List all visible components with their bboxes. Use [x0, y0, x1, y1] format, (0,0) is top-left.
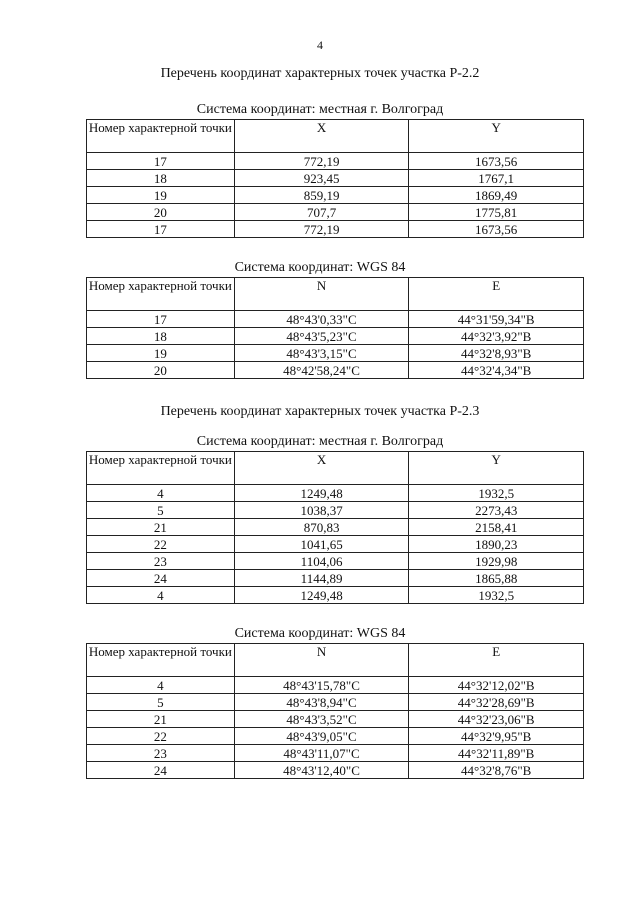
coordinate-cell: 772,19 — [234, 221, 409, 238]
point-number-cell: 23 — [87, 553, 235, 570]
section-title-r-2-3: Перечень координат характерных точек участка Р-2.3 — [160, 404, 480, 419]
table-wgs84-r-2-3 — [86, 643, 584, 779]
coordinate-cell: 44°31'59,34"В — [409, 311, 584, 328]
table-row — [87, 485, 584, 502]
point-number-cell: 18 — [87, 170, 235, 187]
coordinate-cell: 44°32'12,02"В — [409, 677, 584, 694]
table-row — [87, 362, 584, 379]
coordinate-cell: 48°42'58,24"С — [234, 362, 409, 379]
point-number-cell: 19 — [87, 187, 235, 204]
column-header: N — [234, 278, 409, 311]
table-row — [87, 536, 584, 553]
column-header: Y — [409, 452, 584, 485]
point-number-cell: 22 — [87, 536, 235, 553]
section-title-r-2-2: Перечень координат характерных точек участка Р-2.2 — [160, 66, 480, 81]
system-title-wgs84-r-2-3: Система координат: WGS 84 — [234, 626, 406, 641]
table-header-row — [87, 644, 584, 677]
point-number-cell: 17 — [87, 153, 235, 170]
column-header: Номер характерной точки — [87, 120, 235, 153]
point-number-cell: 17 — [87, 221, 235, 238]
table-row — [87, 728, 584, 745]
column-header: Номер характерной точки — [87, 452, 235, 485]
column-header: E — [409, 278, 584, 311]
table-local-r-2-3 — [86, 451, 584, 604]
point-number-cell: 24 — [87, 570, 235, 587]
coordinate-cell: 1041,65 — [234, 536, 409, 553]
point-number-cell: 5 — [87, 694, 235, 711]
point-number-cell: 24 — [87, 762, 235, 779]
table-row — [87, 204, 584, 221]
coordinate-cell: 1249,48 — [234, 485, 409, 502]
table-row — [87, 762, 584, 779]
column-header: N — [234, 644, 409, 677]
coordinate-cell: 923,45 — [234, 170, 409, 187]
table-row — [87, 502, 584, 519]
table-row — [87, 187, 584, 204]
coordinate-cell: 1869,49 — [409, 187, 584, 204]
table-header-row — [87, 120, 584, 153]
coordinate-cell: 870,83 — [234, 519, 409, 536]
coordinate-cell: 1865,88 — [409, 570, 584, 587]
coordinate-cell: 772,19 — [234, 153, 409, 170]
table-row — [87, 711, 584, 728]
coordinate-cell: 1673,56 — [409, 221, 584, 238]
coordinate-cell: 48°43'3,15"С — [234, 345, 409, 362]
coordinate-cell: 1932,5 — [409, 485, 584, 502]
coordinate-cell: 859,19 — [234, 187, 409, 204]
column-header: Номер характерной точки — [87, 278, 235, 311]
coordinate-cell: 1932,5 — [409, 587, 584, 604]
point-number-cell: 19 — [87, 345, 235, 362]
table-row — [87, 745, 584, 762]
coordinate-cell: 44°32'28,69"В — [409, 694, 584, 711]
table-row — [87, 587, 584, 604]
coordinate-cell: 1104,06 — [234, 553, 409, 570]
coordinate-cell: 44°32'8,93"В — [409, 345, 584, 362]
coordinate-cell: 2273,43 — [409, 502, 584, 519]
column-header: X — [234, 120, 409, 153]
coordinate-cell: 1144,89 — [234, 570, 409, 587]
point-number-cell: 20 — [87, 204, 235, 221]
coordinate-cell: 1775,81 — [409, 204, 584, 221]
coordinate-cell: 1890,23 — [409, 536, 584, 553]
table-row — [87, 519, 584, 536]
table-header-row — [87, 452, 584, 485]
coordinate-cell: 48°43'11,07"С — [234, 745, 409, 762]
table-row — [87, 328, 584, 345]
table-header-row — [87, 278, 584, 311]
coordinate-cell: 48°43'3,52"С — [234, 711, 409, 728]
table-row — [87, 345, 584, 362]
table-row — [87, 170, 584, 187]
column-header: Номер характерной точки — [87, 644, 235, 677]
coordinate-cell: 48°43'9,05"С — [234, 728, 409, 745]
coordinate-cell: 44°32'8,76"В — [409, 762, 584, 779]
table-row — [87, 311, 584, 328]
table-row — [87, 153, 584, 170]
point-number-cell: 5 — [87, 502, 235, 519]
table-local-r-2-2 — [86, 119, 584, 238]
coordinate-cell: 1767,1 — [409, 170, 584, 187]
page-number: 4 — [317, 38, 323, 52]
coordinate-cell: 44°32'23,06"В — [409, 711, 584, 728]
table-row — [87, 570, 584, 587]
system-title-local-r-2-2: Система координат: местная г. Волгоград — [196, 102, 444, 117]
coordinate-cell: 2158,41 — [409, 519, 584, 536]
coordinate-cell: 48°43'0,33"С — [234, 311, 409, 328]
point-number-cell: 22 — [87, 728, 235, 745]
coordinate-cell: 44°32'9,95"В — [409, 728, 584, 745]
coordinate-cell: 48°43'5,23"С — [234, 328, 409, 345]
point-number-cell: 20 — [87, 362, 235, 379]
table-row — [87, 553, 584, 570]
point-number-cell: 21 — [87, 519, 235, 536]
table-row — [87, 221, 584, 238]
column-header: X — [234, 452, 409, 485]
coordinate-cell: 1038,37 — [234, 502, 409, 519]
point-number-cell: 4 — [87, 587, 235, 604]
point-number-cell: 4 — [87, 677, 235, 694]
point-number-cell: 17 — [87, 311, 235, 328]
system-title-wgs84-r-2-2: Система координат: WGS 84 — [234, 260, 406, 275]
column-header: Y — [409, 120, 584, 153]
table-row — [87, 694, 584, 711]
table-row — [87, 677, 584, 694]
point-number-cell: 18 — [87, 328, 235, 345]
table-wgs84-r-2-2 — [86, 277, 584, 379]
coordinate-cell: 1249,48 — [234, 587, 409, 604]
system-title-local-r-2-3: Система координат: местная г. Волгоград — [196, 434, 444, 449]
coordinate-cell: 707,7 — [234, 204, 409, 221]
coordinate-cell: 44°32'3,92"В — [409, 328, 584, 345]
point-number-cell: 23 — [87, 745, 235, 762]
point-number-cell: 21 — [87, 711, 235, 728]
point-number-cell: 4 — [87, 485, 235, 502]
column-header: E — [409, 644, 584, 677]
coordinate-cell: 44°32'11,89"В — [409, 745, 584, 762]
coordinate-cell: 48°43'15,78"С — [234, 677, 409, 694]
coordinate-cell: 48°43'8,94"С — [234, 694, 409, 711]
coordinate-cell: 48°43'12,40"С — [234, 762, 409, 779]
coordinate-cell: 1673,56 — [409, 153, 584, 170]
coordinate-cell: 1929,98 — [409, 553, 584, 570]
coordinate-cell: 44°32'4,34"В — [409, 362, 584, 379]
